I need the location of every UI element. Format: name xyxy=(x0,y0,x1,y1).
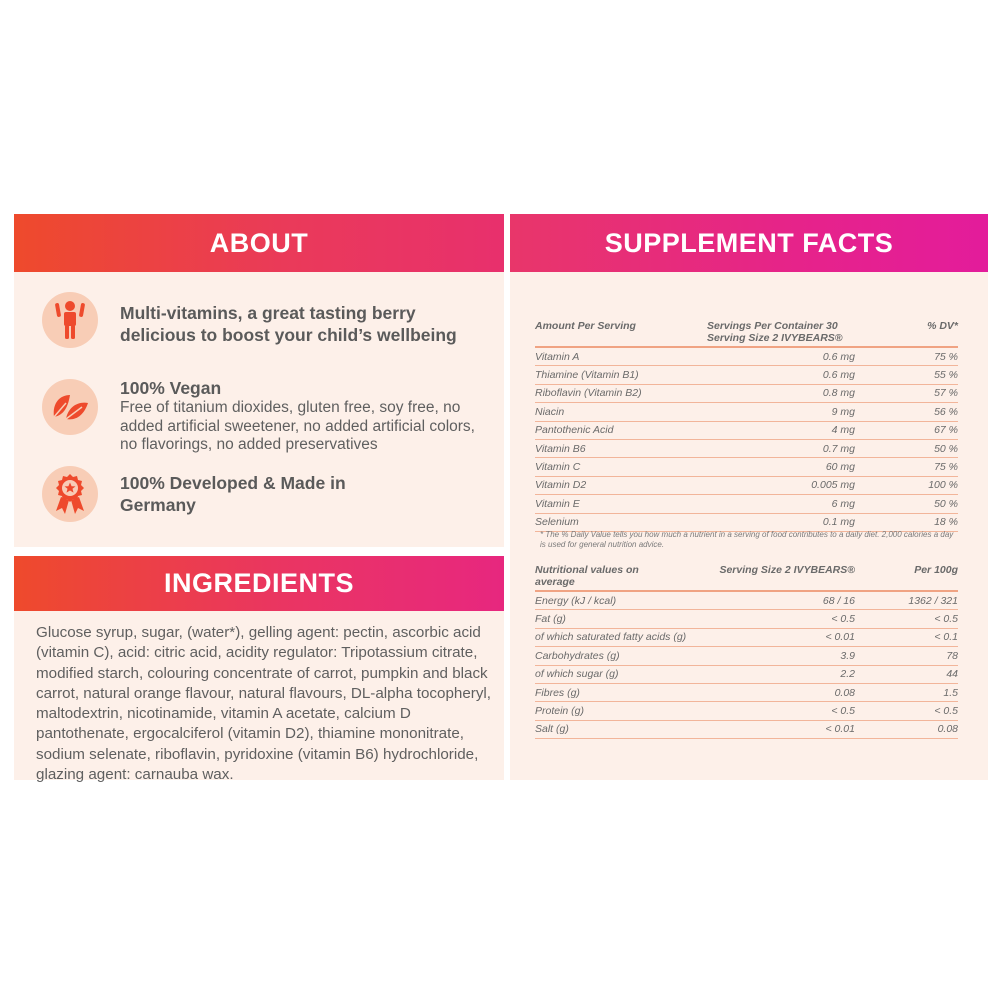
table-cell-per100: 0.08 xyxy=(937,723,958,736)
table-cell-per100: 78 xyxy=(946,649,958,662)
col-nutrition-header: Nutritional values on average xyxy=(535,564,639,588)
about-title: ABOUT xyxy=(209,227,309,258)
table-cell-dv: 50 % xyxy=(934,497,958,510)
table-cell-name: Thiamine (Vitamin B1) xyxy=(535,369,639,382)
table-cell-amount: 4 mg xyxy=(831,424,855,437)
table-cell-name: Vitamin D2 xyxy=(535,479,587,492)
table-row xyxy=(535,684,958,702)
leaf-icon xyxy=(50,391,90,423)
table-cell-dv: 75 % xyxy=(934,461,958,474)
table-row xyxy=(535,702,958,720)
table-cell-name: Riboflavin (Vitamin B2) xyxy=(535,387,642,400)
table-cell-dv: 50 % xyxy=(934,442,958,455)
table-cell-dv: 67 % xyxy=(934,424,958,437)
award-badge-icon xyxy=(52,473,88,515)
nutrition-table xyxy=(535,564,958,739)
table-cell-dv: 57 % xyxy=(934,387,958,400)
table-cell-amount: 0.6 mg xyxy=(822,350,855,363)
table-cell-dv: 56 % xyxy=(934,405,958,418)
table-row xyxy=(535,495,958,513)
table-cell-name: Vitamin E xyxy=(535,497,580,510)
about-header xyxy=(14,214,504,272)
table-cell-name: Protein (g) xyxy=(535,705,585,718)
about-item-description: Free of titanium dioxides, gluten free, soy free, no added artificial sweetener, no added artificial colors, no flavorings, no added preservatives xyxy=(120,399,475,453)
table-cell-serving: 0.08 xyxy=(834,686,855,699)
table-row xyxy=(535,348,958,366)
nutrition-table-body xyxy=(535,592,958,739)
col-serving-size-header: Serving Size 2 IVYBEARS® xyxy=(719,564,855,576)
table-cell-serving: < 0.5 xyxy=(831,613,855,626)
table-cell-name: Carbohydrates (g) xyxy=(535,649,620,662)
table-cell-name: Niacin xyxy=(535,405,565,418)
table-cell-per100: < 0.5 xyxy=(934,705,958,718)
vitamins-table xyxy=(535,320,958,532)
col-serving-header: Servings Per Container 30 Serving Size 2 IVYBEARS® xyxy=(707,320,843,344)
table-cell-name: of which saturated fatty acids (g) xyxy=(535,631,687,644)
table-row xyxy=(535,629,958,647)
about-item-title: Multi-vitamins, a great tasting berry delicious to boost your child’s wellbeing xyxy=(120,303,457,345)
table-row xyxy=(535,366,958,384)
table-cell-per100: < 0.5 xyxy=(934,613,958,626)
table-cell-amount: 0.8 mg xyxy=(822,387,855,400)
table-cell-name: Vitamin A xyxy=(535,350,580,363)
table-cell-amount: 60 mg xyxy=(825,461,855,474)
table-cell-serving: < 0.5 xyxy=(831,705,855,718)
table-row xyxy=(535,477,958,495)
table-cell-amount: 0.7 mg xyxy=(822,442,855,455)
table-cell-amount: 0.6 mg xyxy=(822,369,855,382)
table-row xyxy=(535,458,958,476)
table-cell-dv: 75 % xyxy=(934,350,958,363)
table-cell-name: Pantothenic Acid xyxy=(535,424,614,437)
child-icon xyxy=(53,300,87,340)
col-per100g-header: Per 100g xyxy=(914,564,958,576)
table-row xyxy=(535,385,958,403)
col-dv-header: % DV* xyxy=(927,320,958,332)
supplement-facts-header xyxy=(510,214,988,272)
ingredients-header xyxy=(14,556,504,611)
daily-value-footnote: * The % Daily Value tells you how much a nutrient in a serving of food contributes to a daily diet. 2,000 calories a day is used for general nutrition advice. xyxy=(540,530,954,549)
nutrition-table-header xyxy=(535,564,958,592)
about-item-vegan xyxy=(42,377,480,455)
award-badge-icon-circle xyxy=(42,466,98,522)
table-cell-serving: < 0.01 xyxy=(825,723,855,736)
table-row xyxy=(535,666,958,684)
about-item-title: 100% Developed & Made in Germany xyxy=(120,473,346,515)
table-cell-per100: 44 xyxy=(946,668,958,681)
ingredients-panel xyxy=(14,556,504,784)
table-cell-amount: 0.005 mg xyxy=(811,479,855,492)
about-item-germany xyxy=(42,466,360,522)
table-row xyxy=(535,403,958,421)
table-cell-dv: 55 % xyxy=(934,369,958,382)
table-row xyxy=(535,721,958,739)
table-cell-dv: 18 % xyxy=(934,516,958,529)
ingredients-text: Glucose syrup, sugar, (water*), gelling agent: pectin, ascorbic acid (vitamin C), acid: citric acid, acidity regulator: Tripotassium citrate, modified starch, colouring concentrate of carrot, pumpkin and black carrot, natural orange flavour, natural flavours, DL-alpha tocopheryl, maltodextrin, nicotinamide, vitamin A acetate, calcium D pantothenate, ergocalciferol (vitamin D2), thiamine mononitrate, sodium selenate, riboflavin, pyridoxine (vitamin B6) hydrochloride, glazing agent: carnauba wax. xyxy=(36,624,492,784)
table-cell-serving: 3.9 xyxy=(840,649,855,662)
table-cell-name: Energy (kJ / kcal) xyxy=(535,594,617,607)
table-row xyxy=(535,422,958,440)
supplement-facts-title: SUPPLEMENT FACTS xyxy=(604,227,894,258)
table-cell-dv: 100 % xyxy=(928,479,958,492)
table-row xyxy=(535,610,958,628)
table-cell-name: Salt (g) xyxy=(535,723,569,736)
table-cell-per100: 1362 / 321 xyxy=(908,594,958,607)
table-cell-serving: < 0.01 xyxy=(825,631,855,644)
leaf-icon-circle xyxy=(42,379,98,435)
supplement-facts-panel xyxy=(510,214,988,780)
vitamins-table-header xyxy=(535,320,958,348)
table-cell-name: Vitamin B6 xyxy=(535,442,586,455)
table-cell-name: Fibres (g) xyxy=(535,686,580,699)
table-cell-amount: 6 mg xyxy=(831,497,855,510)
table-cell-amount: 9 mg xyxy=(831,405,855,418)
table-row xyxy=(535,592,958,610)
table-row xyxy=(535,440,958,458)
table-cell-name: Vitamin C xyxy=(535,461,581,474)
table-cell-serving: 2.2 xyxy=(840,668,855,681)
about-item-title: 100% Vegan xyxy=(120,378,222,398)
ingredients-title: INGREDIENTS xyxy=(163,568,355,598)
table-cell-name: Fat (g) xyxy=(535,613,566,626)
table-cell-amount: 0.1 mg xyxy=(822,516,855,529)
table-cell-per100: 1.5 xyxy=(943,686,958,699)
vitamins-table-body xyxy=(535,348,958,532)
child-icon-circle xyxy=(42,292,98,348)
table-cell-serving: 68 / 16 xyxy=(822,594,855,607)
about-item-multivitamin xyxy=(42,292,480,348)
about-panel xyxy=(14,214,504,547)
table-cell-name: of which sugar (g) xyxy=(535,668,619,681)
table-cell-name: Selenium xyxy=(535,516,579,529)
col-amount-header: Amount Per Serving xyxy=(535,320,636,332)
table-cell-per100: < 0.1 xyxy=(934,631,958,644)
table-row xyxy=(535,647,958,665)
